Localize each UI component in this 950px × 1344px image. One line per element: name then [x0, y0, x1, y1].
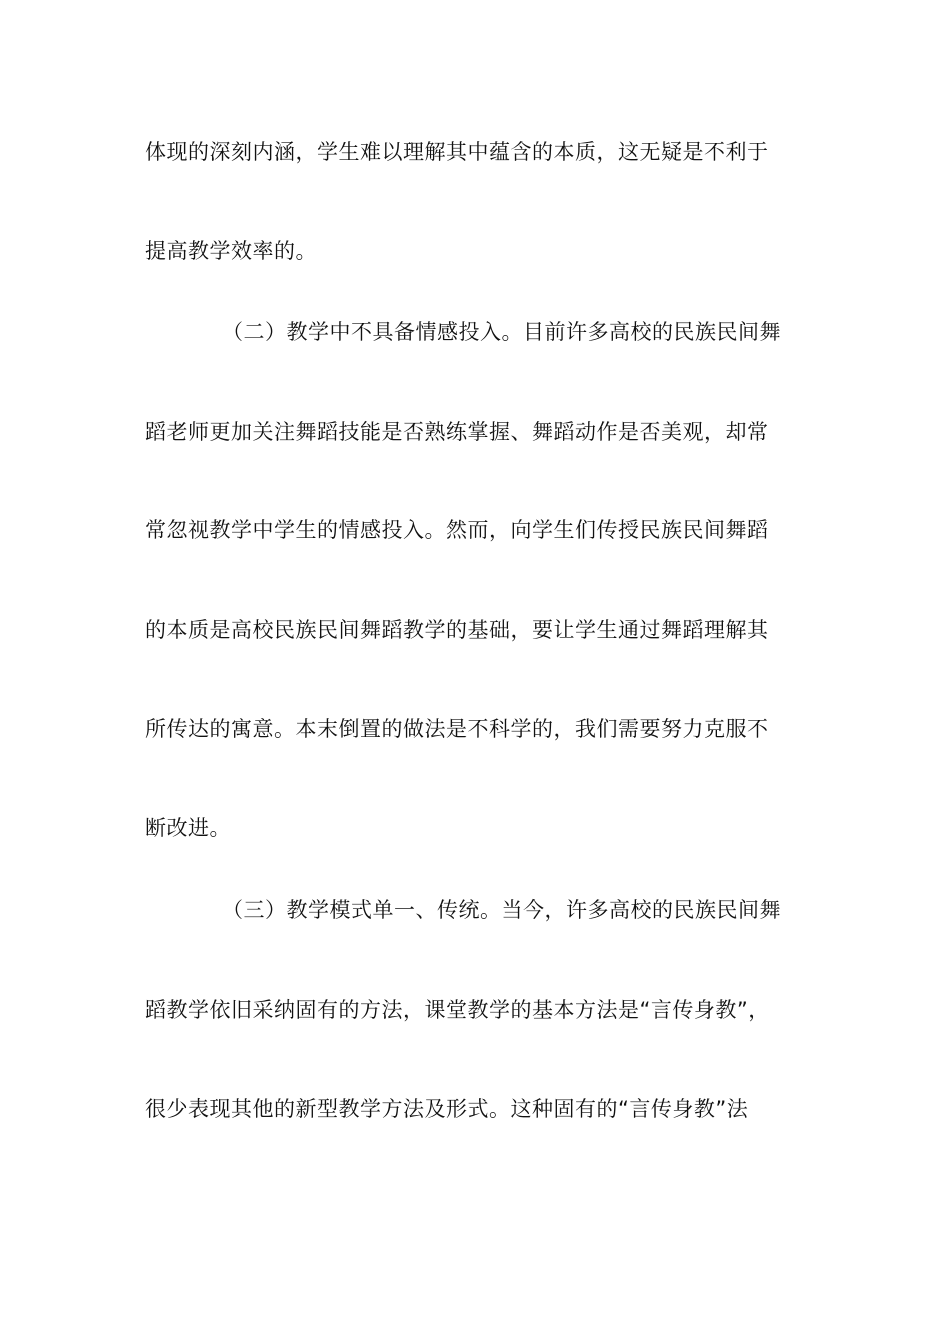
section-heading-line: （二）教学中不具备情感投入。目前许多高校的民族民间舞 — [222, 320, 781, 344]
paragraph-line: 断改进。 — [145, 816, 231, 840]
section-heading-line: （三）教学模式单一、传统。当今，许多高校的民族民间舞 — [222, 898, 781, 922]
paragraph-line: 体现的深刻内涵，学生难以理解其中蕴含的本质，这无疑是不利于 — [145, 140, 769, 164]
paragraph-line: 所传达的寓意。本末倒置的做法是不科学的，我们需要努力克服不 — [145, 717, 769, 741]
paragraph-line: 蹈教学依旧采纳固有的方法，课堂教学的基本方法是“言传身教”， — [145, 998, 770, 1022]
paragraph-line: 的本质是高校民族民间舞蹈教学的基础，要让学生通过舞蹈理解其 — [145, 618, 769, 642]
paragraph-line: 蹈老师更加关注舞蹈技能是否熟练掌握、舞蹈动作是否美观，却常 — [145, 420, 769, 444]
paragraph-line: 很少表现其他的新型教学方法及形式。这种固有的“言传身教”法 — [145, 1097, 749, 1121]
paragraph-line: 提高教学效率的。 — [145, 239, 317, 263]
paragraph-line: 常忽视教学中学生的情感投入。然而，向学生们传授民族民间舞蹈 — [145, 518, 769, 542]
